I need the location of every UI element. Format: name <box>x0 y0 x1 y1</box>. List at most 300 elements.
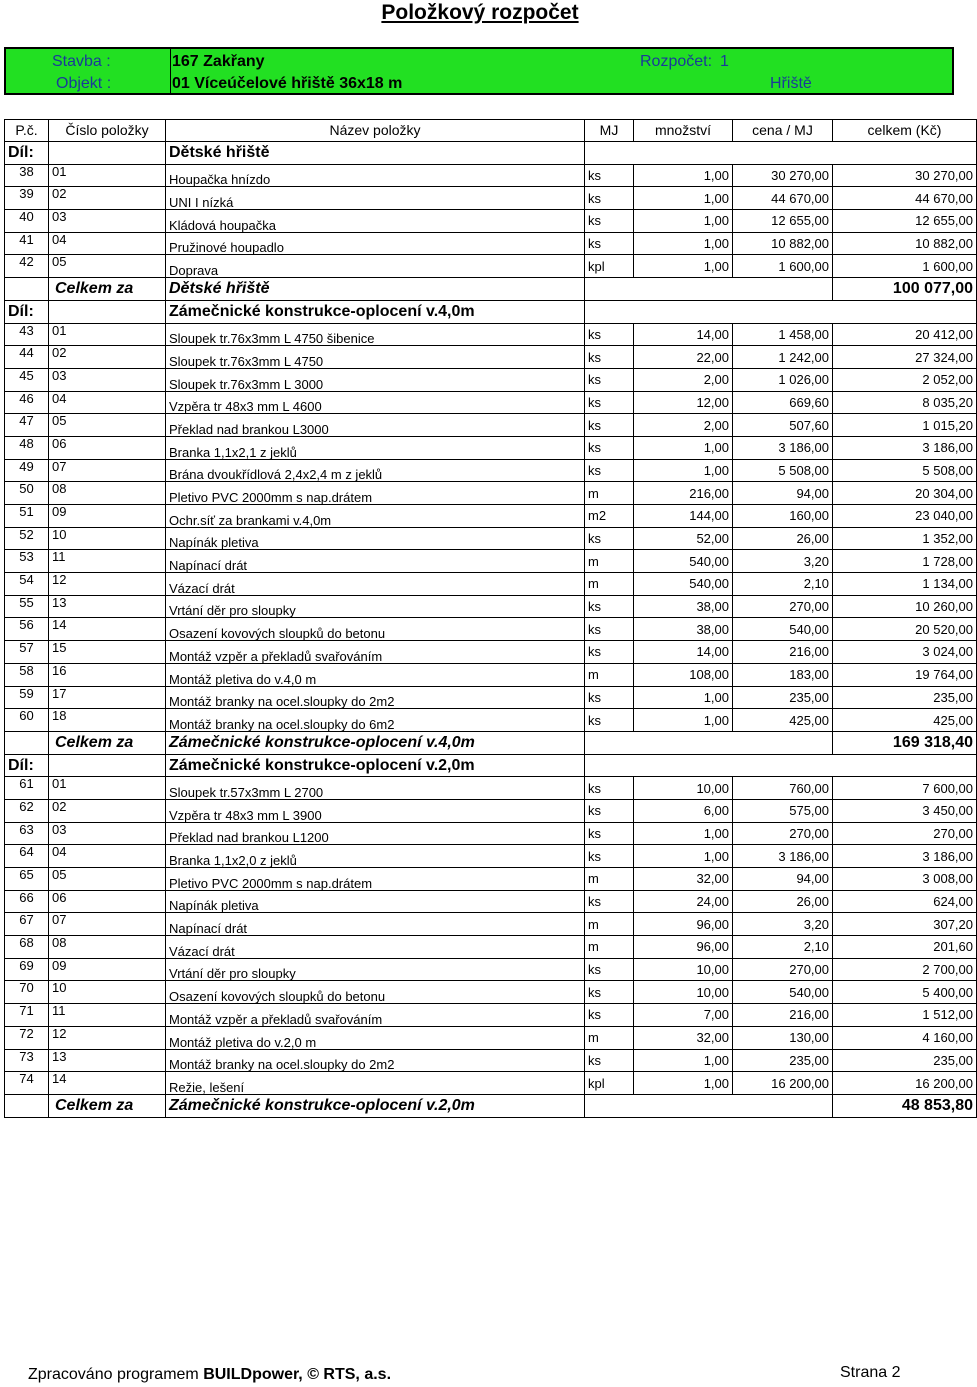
table-row <box>5 482 977 505</box>
section-dil-name: Zámečnické konstrukce-oplocení v.2,0m <box>166 754 585 777</box>
row-cena: 270,00 <box>733 822 833 845</box>
row-cena: 1 458,00 <box>733 323 833 346</box>
row-mj: ks <box>585 618 634 641</box>
row-mj: m2 <box>585 505 634 528</box>
row-celkem: 30 270,00 <box>833 164 977 187</box>
project-header <box>4 47 954 95</box>
section-total-value: 169 318,40 <box>833 731 977 754</box>
row-mj: ks <box>585 232 634 255</box>
row-nazev: Montáž branky na ocel.sloupky do 6m2 <box>166 709 585 732</box>
row-mnozstvi: 38,00 <box>634 618 733 641</box>
row-cena: 235,00 <box>733 1049 833 1072</box>
row-pc: 65 <box>5 868 49 891</box>
row-nazev: Napínací drát <box>166 550 585 573</box>
row-mj: kpl <box>585 1072 634 1095</box>
row-nazev: Ochr.síť za brankami v.4,0m <box>166 505 585 528</box>
row-cislo: 10 <box>49 527 166 550</box>
row-nazev: Vrtání děr pro sloupky <box>166 595 585 618</box>
row-celkem: 1 015,20 <box>833 414 977 437</box>
table-row <box>5 1026 977 1049</box>
table-row <box>5 459 977 482</box>
row-cena: 216,00 <box>733 1004 833 1027</box>
row-mj: ks <box>585 391 634 414</box>
table-row <box>5 618 977 641</box>
row-cena: 669,60 <box>733 391 833 414</box>
row-mj: ks <box>585 1049 634 1072</box>
row-nazev: Sloupek tr.76x3mm L 4750 <box>166 346 585 369</box>
row-mnozstvi: 10,00 <box>634 777 733 800</box>
row-nazev: Režie, lešení <box>166 1072 585 1095</box>
row-mnozstvi: 1,00 <box>634 210 733 233</box>
empty-cell <box>585 754 977 777</box>
row-mj: m <box>585 868 634 891</box>
row-nazev: Pletivo PVC 2000mm s nap.drátem <box>166 482 585 505</box>
row-celkem: 2 700,00 <box>833 958 977 981</box>
row-mj: ks <box>585 686 634 709</box>
row-pc: 47 <box>5 414 49 437</box>
row-cena: 94,00 <box>733 868 833 891</box>
row-cislo: 07 <box>49 459 166 482</box>
row-pc: 38 <box>5 164 49 187</box>
row-pc: 39 <box>5 187 49 210</box>
row-mnozstvi: 1,00 <box>634 686 733 709</box>
row-celkem: 3 186,00 <box>833 436 977 459</box>
section-dil-label: Díl: <box>5 754 49 777</box>
row-pc: 60 <box>5 709 49 732</box>
row-mj: ks <box>585 164 634 187</box>
row-pc: 67 <box>5 913 49 936</box>
row-cena: 540,00 <box>733 981 833 1004</box>
stavba-label: Stavba : <box>52 53 111 70</box>
section-total-value: 100 077,00 <box>833 278 977 301</box>
row-mj: ks <box>585 799 634 822</box>
row-mj: m <box>585 663 634 686</box>
col-header-mj: MJ <box>585 120 634 142</box>
row-cislo: 03 <box>49 368 166 391</box>
row-celkem: 425,00 <box>833 709 977 732</box>
row-cena: 44 670,00 <box>733 187 833 210</box>
table-row <box>5 822 977 845</box>
row-mj: kpl <box>585 255 634 278</box>
empty-cell <box>585 1094 833 1117</box>
table-row <box>5 527 977 550</box>
row-celkem: 5 508,00 <box>833 459 977 482</box>
col-header-celkem: celkem (Kč) <box>833 120 977 142</box>
section-dil-name: Dětské hřiště <box>166 142 585 165</box>
row-mj: ks <box>585 1004 634 1027</box>
col-header-cislo: Číslo položky <box>49 120 166 142</box>
row-celkem: 1 600,00 <box>833 255 977 278</box>
row-mnozstvi: 1,00 <box>634 255 733 278</box>
row-mj: ks <box>585 845 634 868</box>
row-mnozstvi: 1,00 <box>634 459 733 482</box>
section-dil-label: Díl: <box>5 300 49 323</box>
row-mnozstvi: 1,00 <box>634 1072 733 1095</box>
section-total-row <box>5 278 977 301</box>
empty-cell <box>49 300 166 323</box>
row-cena: 3 186,00 <box>733 845 833 868</box>
row-mnozstvi: 22,00 <box>634 346 733 369</box>
footer-prefix: Zpracováno programem <box>28 1366 204 1383</box>
empty-cell <box>5 731 49 754</box>
row-pc: 46 <box>5 391 49 414</box>
row-cislo: 05 <box>49 868 166 891</box>
row-cislo: 14 <box>49 1072 166 1095</box>
row-nazev: Kládová houpačka <box>166 210 585 233</box>
row-mj: ks <box>585 709 634 732</box>
row-cislo: 13 <box>49 595 166 618</box>
row-pc: 56 <box>5 618 49 641</box>
row-nazev: Vzpěra tr 48x3 mm L 3900 <box>166 799 585 822</box>
row-mj: ks <box>585 595 634 618</box>
empty-cell <box>49 142 166 165</box>
row-mj: ks <box>585 414 634 437</box>
row-cislo: 07 <box>49 913 166 936</box>
table-row <box>5 505 977 528</box>
row-nazev: Vázací drát <box>166 573 585 596</box>
row-mnozstvi: 540,00 <box>634 573 733 596</box>
row-mnozstvi: 12,00 <box>634 391 733 414</box>
row-mj: m <box>585 936 634 959</box>
table-row <box>5 913 977 936</box>
row-celkem: 235,00 <box>833 1049 977 1072</box>
row-pc: 42 <box>5 255 49 278</box>
section-total-name: Dětské hřiště <box>166 278 585 301</box>
row-celkem: 5 400,00 <box>833 981 977 1004</box>
table-row <box>5 799 977 822</box>
row-mnozstvi: 2,00 <box>634 414 733 437</box>
row-nazev: Vzpěra tr 48x3 mm L 4600 <box>166 391 585 414</box>
row-cena: 2,10 <box>733 573 833 596</box>
section-total-name: Zámečnické konstrukce-oplocení v.2,0m <box>166 1094 585 1117</box>
row-celkem: 624,00 <box>833 890 977 913</box>
section-dil-name: Zámečnické konstrukce-oplocení v.4,0m <box>166 300 585 323</box>
row-celkem: 307,20 <box>833 913 977 936</box>
row-mnozstvi: 1,00 <box>634 709 733 732</box>
row-cena: 3,20 <box>733 550 833 573</box>
row-mnozstvi: 1,00 <box>634 845 733 868</box>
row-celkem: 8 035,20 <box>833 391 977 414</box>
row-cena: 270,00 <box>733 958 833 981</box>
table-row <box>5 187 977 210</box>
row-nazev: Montáž branky na ocel.sloupky do 2m2 <box>166 1049 585 1072</box>
rozpocet-label: Rozpočet: <box>640 53 713 70</box>
row-nazev: Překlad nad brankou L3000 <box>166 414 585 437</box>
col-header-nazev: Název položky <box>166 120 585 142</box>
row-pc: 50 <box>5 482 49 505</box>
row-pc: 51 <box>5 505 49 528</box>
row-pc: 64 <box>5 845 49 868</box>
row-celkem: 19 764,00 <box>833 663 977 686</box>
row-cena: 10 882,00 <box>733 232 833 255</box>
section-total-label: Celkem za <box>49 1094 166 1117</box>
row-cena: 3,20 <box>733 913 833 936</box>
row-mj: ks <box>585 958 634 981</box>
objekt-label: Objekt : <box>56 75 112 92</box>
table-row <box>5 709 977 732</box>
row-celkem: 201,60 <box>833 936 977 959</box>
table-row <box>5 346 977 369</box>
row-celkem: 10 882,00 <box>833 232 977 255</box>
row-cena: 507,60 <box>733 414 833 437</box>
row-celkem: 12 655,00 <box>833 210 977 233</box>
row-nazev: Osazení kovových sloupků do betonu <box>166 981 585 1004</box>
row-nazev: Branka 1,1x2,1 z jeklů <box>166 436 585 459</box>
page-number: Strana 2 <box>840 1364 901 1381</box>
row-cislo: 02 <box>49 799 166 822</box>
row-cislo: 04 <box>49 391 166 414</box>
row-mnozstvi: 96,00 <box>634 913 733 936</box>
row-cena: 16 200,00 <box>733 1072 833 1095</box>
row-mnozstvi: 96,00 <box>634 936 733 959</box>
row-nazev: Sloupek tr.76x3mm L 3000 <box>166 368 585 391</box>
row-cislo: 09 <box>49 958 166 981</box>
empty-cell <box>49 754 166 777</box>
row-pc: 66 <box>5 890 49 913</box>
row-cena: 160,00 <box>733 505 833 528</box>
table-body <box>5 142 977 1118</box>
section-dil-label: Díl: <box>5 142 49 165</box>
row-mnozstvi: 2,00 <box>634 368 733 391</box>
row-mnozstvi: 32,00 <box>634 1026 733 1049</box>
row-nazev: Branka 1,1x2,0 z jeklů <box>166 845 585 868</box>
row-cislo: 18 <box>49 709 166 732</box>
row-cena: 216,00 <box>733 641 833 664</box>
row-celkem: 20 520,00 <box>833 618 977 641</box>
table-row <box>5 573 977 596</box>
row-mj: ks <box>585 527 634 550</box>
row-celkem: 3 186,00 <box>833 845 977 868</box>
row-cislo: 08 <box>49 482 166 505</box>
items-table <box>4 119 977 1118</box>
row-pc: 44 <box>5 346 49 369</box>
row-pc: 59 <box>5 686 49 709</box>
row-mj: ks <box>585 346 634 369</box>
row-mnozstvi: 38,00 <box>634 595 733 618</box>
row-celkem: 270,00 <box>833 822 977 845</box>
table-row <box>5 890 977 913</box>
row-nazev: Pružinové houpadlo <box>166 232 585 255</box>
row-cena: 235,00 <box>733 686 833 709</box>
row-pc: 68 <box>5 936 49 959</box>
row-cislo: 13 <box>49 1049 166 1072</box>
row-nazev: Vrtání děr pro sloupky <box>166 958 585 981</box>
stavba-value: 167 Zakřany <box>172 53 265 70</box>
row-celkem: 3 024,00 <box>833 641 977 664</box>
header-divider <box>170 49 171 93</box>
row-celkem: 1 352,00 <box>833 527 977 550</box>
row-pc: 70 <box>5 981 49 1004</box>
section-header-row <box>5 142 977 165</box>
row-cislo: 03 <box>49 822 166 845</box>
row-cena: 1 242,00 <box>733 346 833 369</box>
table-row <box>5 641 977 664</box>
row-pc: 48 <box>5 436 49 459</box>
row-nazev: Osazení kovových sloupků do betonu <box>166 618 585 641</box>
row-pc: 43 <box>5 323 49 346</box>
row-mj: ks <box>585 323 634 346</box>
section-header-row <box>5 300 977 323</box>
row-cislo: 02 <box>49 346 166 369</box>
table-row <box>5 936 977 959</box>
row-mnozstvi: 1,00 <box>634 822 733 845</box>
empty-cell <box>585 142 977 165</box>
row-nazev: UNI I nízká <box>166 187 585 210</box>
objekt-value: 01 Víceúčelové hřiště 36x18 m <box>172 75 403 92</box>
row-mj: ks <box>585 368 634 391</box>
row-cislo: 11 <box>49 1004 166 1027</box>
table-row <box>5 868 977 891</box>
table-row <box>5 1072 977 1095</box>
row-cislo: 01 <box>49 777 166 800</box>
table-row <box>5 436 977 459</box>
row-celkem: 3 008,00 <box>833 868 977 891</box>
row-cislo: 06 <box>49 890 166 913</box>
row-pc: 40 <box>5 210 49 233</box>
row-cena: 130,00 <box>733 1026 833 1049</box>
row-mj: ks <box>585 459 634 482</box>
row-celkem: 7 600,00 <box>833 777 977 800</box>
table-row <box>5 323 977 346</box>
section-total-row <box>5 731 977 754</box>
row-cena: 3 186,00 <box>733 436 833 459</box>
row-mnozstvi: 7,00 <box>634 1004 733 1027</box>
row-mnozstvi: 6,00 <box>634 799 733 822</box>
row-pc: 52 <box>5 527 49 550</box>
row-nazev: Napínací drát <box>166 913 585 936</box>
hriste-label: Hřiště <box>770 75 812 92</box>
row-cena: 5 508,00 <box>733 459 833 482</box>
row-cislo: 09 <box>49 505 166 528</box>
row-nazev: Vázací drát <box>166 936 585 959</box>
row-celkem: 16 200,00 <box>833 1072 977 1095</box>
col-header-mnozstvi: množství <box>634 120 733 142</box>
row-mnozstvi: 1,00 <box>634 187 733 210</box>
row-mj: ks <box>585 436 634 459</box>
row-cislo: 01 <box>49 164 166 187</box>
section-total-label: Celkem za <box>49 278 166 301</box>
empty-cell <box>585 731 833 754</box>
row-nazev: Montáž branky na ocel.sloupky do 2m2 <box>166 686 585 709</box>
row-cena: 26,00 <box>733 890 833 913</box>
row-cislo: 12 <box>49 1026 166 1049</box>
row-mj: ks <box>585 981 634 1004</box>
row-mnozstvi: 14,00 <box>634 323 733 346</box>
row-nazev: Doprava <box>166 255 585 278</box>
row-pc: 73 <box>5 1049 49 1072</box>
row-mj: m <box>585 573 634 596</box>
row-cena: 12 655,00 <box>733 210 833 233</box>
row-cislo: 02 <box>49 187 166 210</box>
table-row <box>5 845 977 868</box>
section-total-name: Zámečnické konstrukce-oplocení v.4,0m <box>166 731 585 754</box>
row-nazev: Montáž vzpěr a překladů svařováním <box>166 1004 585 1027</box>
row-cislo: 10 <box>49 981 166 1004</box>
row-mnozstvi: 1,00 <box>634 232 733 255</box>
row-mnozstvi: 14,00 <box>634 641 733 664</box>
row-cislo: 08 <box>49 936 166 959</box>
row-nazev: Houpačka hnízdo <box>166 164 585 187</box>
table-row <box>5 164 977 187</box>
row-mnozstvi: 216,00 <box>634 482 733 505</box>
row-cislo: 12 <box>49 573 166 596</box>
row-cislo: 06 <box>49 436 166 459</box>
row-mnozstvi: 24,00 <box>634 890 733 913</box>
table-row <box>5 663 977 686</box>
row-cislo: 05 <box>49 414 166 437</box>
row-cislo: 14 <box>49 618 166 641</box>
row-pc: 72 <box>5 1026 49 1049</box>
row-mj: m <box>585 482 634 505</box>
col-header-cena: cena / MJ <box>733 120 833 142</box>
row-mnozstvi: 1,00 <box>634 436 733 459</box>
section-total-value: 48 853,80 <box>833 1094 977 1117</box>
row-cena: 30 270,00 <box>733 164 833 187</box>
table-row <box>5 255 977 278</box>
row-nazev: Sloupek tr.57x3mm L 2700 <box>166 777 585 800</box>
row-mj: ks <box>585 641 634 664</box>
row-cena: 575,00 <box>733 799 833 822</box>
row-cislo: 05 <box>49 255 166 278</box>
row-cislo: 16 <box>49 663 166 686</box>
col-header-pc: P.č. <box>5 120 49 142</box>
row-pc: 58 <box>5 663 49 686</box>
row-nazev: Překlad nad brankou L1200 <box>166 822 585 845</box>
row-celkem: 2 052,00 <box>833 368 977 391</box>
row-nazev: Montáž pletiva do v.2,0 m <box>166 1026 585 1049</box>
table-row <box>5 958 977 981</box>
row-nazev: Napínák pletiva <box>166 890 585 913</box>
row-mnozstvi: 1,00 <box>634 1049 733 1072</box>
empty-cell <box>585 300 977 323</box>
empty-cell <box>5 1094 49 1117</box>
row-cena: 2,10 <box>733 936 833 959</box>
row-pc: 53 <box>5 550 49 573</box>
table-row <box>5 391 977 414</box>
row-pc: 57 <box>5 641 49 664</box>
table-row <box>5 981 977 1004</box>
row-cislo: 03 <box>49 210 166 233</box>
row-mj: ks <box>585 187 634 210</box>
row-celkem: 20 304,00 <box>833 482 977 505</box>
row-pc: 54 <box>5 573 49 596</box>
table-row <box>5 232 977 255</box>
table-row <box>5 686 977 709</box>
row-mj: m <box>585 1026 634 1049</box>
row-mj: ks <box>585 777 634 800</box>
row-pc: 61 <box>5 777 49 800</box>
row-celkem: 27 324,00 <box>833 346 977 369</box>
row-celkem: 10 260,00 <box>833 595 977 618</box>
row-cislo: 15 <box>49 641 166 664</box>
row-cena: 1 600,00 <box>733 255 833 278</box>
row-celkem: 1 134,00 <box>833 573 977 596</box>
row-mj: m <box>585 550 634 573</box>
row-mj: m <box>585 913 634 936</box>
table-row <box>5 777 977 800</box>
row-cena: 94,00 <box>733 482 833 505</box>
row-mnozstvi: 1,00 <box>634 164 733 187</box>
row-pc: 63 <box>5 822 49 845</box>
row-mnozstvi: 10,00 <box>634 981 733 1004</box>
row-cislo: 04 <box>49 845 166 868</box>
row-nazev: Sloupek tr.76x3mm L 4750 šibenice <box>166 323 585 346</box>
section-total-row <box>5 1094 977 1117</box>
row-pc: 49 <box>5 459 49 482</box>
empty-cell <box>5 278 49 301</box>
table-header-row <box>5 120 977 142</box>
table-row <box>5 595 977 618</box>
